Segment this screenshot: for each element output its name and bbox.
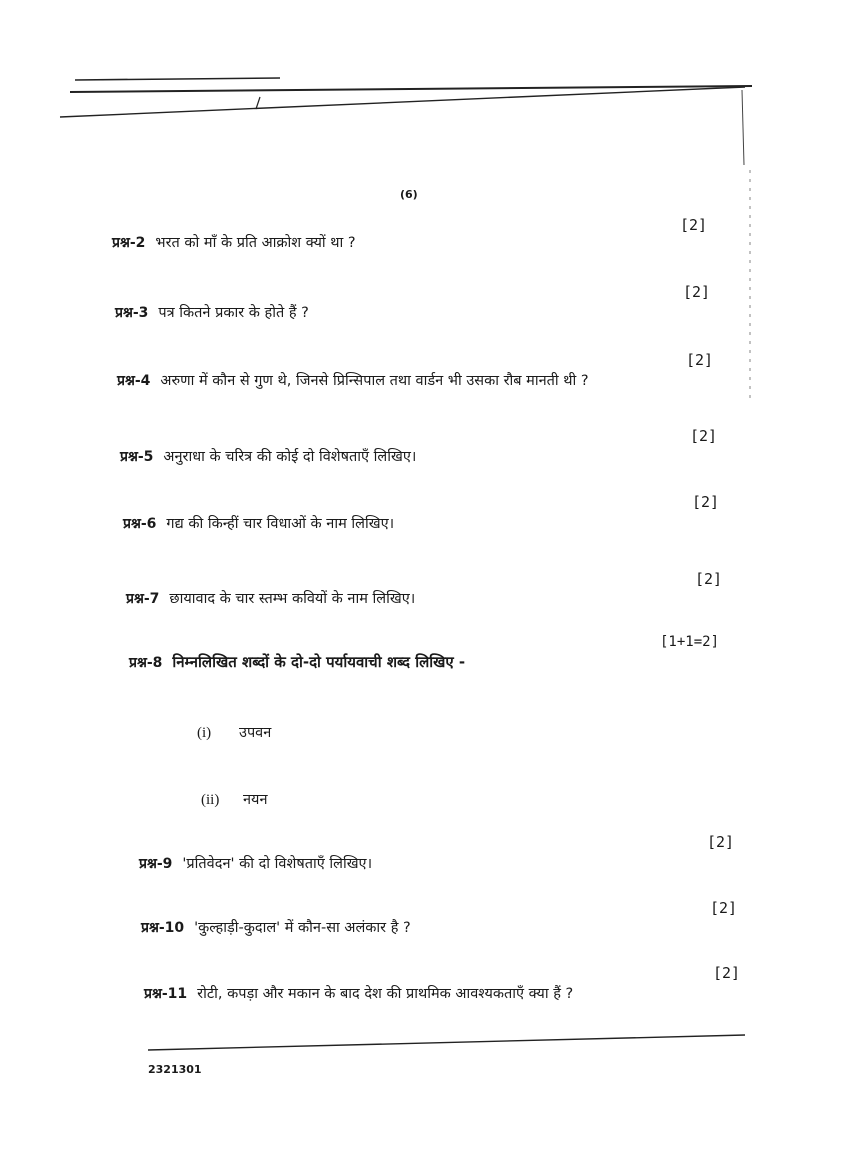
sub-item-number: (ii) (201, 792, 220, 808)
question-5 (120, 446, 416, 466)
question-3-marks: [2] (683, 283, 711, 301)
question-2-marks: [2] (680, 216, 708, 234)
question-text: अरुणा में कौन से गुण थे, जिनसे प्रिन्सिपाल तथा वार्डन भी उसका रौब मानती थी ? (160, 373, 589, 389)
question-2 (112, 232, 356, 252)
question-9 (139, 853, 372, 873)
question-text: गद्य की किन्हीं चार विधाओं के नाम लिखिए। (166, 516, 395, 532)
question-4-marks: [2] (686, 351, 714, 369)
question-label: प्रश्न-4 (117, 373, 151, 389)
question-text: छायावाद के चार स्तम्भ कवियों के नाम लिखिए। (169, 591, 416, 607)
question-11 (144, 983, 573, 1003)
question-6-marks: [2] (692, 493, 720, 511)
sub-item-text: उपवन (239, 725, 272, 741)
question-7-marks: [2] (695, 570, 723, 588)
question-text: 'कुल्हाड़ी-कुदाल' में कौन-सा अलंकार है ? (194, 920, 411, 936)
question-text: अनुराधा के चरित्र की कोई दो विशेषताएँ लिखिए। (163, 449, 417, 465)
question-text: 'प्रतिवेदन' की दो विशेषताएँ लिखिए। (182, 856, 373, 872)
question-label: प्रश्न-10 (141, 920, 185, 936)
question-7 (126, 588, 415, 608)
question-label: प्रश्न-8 (129, 655, 163, 671)
question-text: रोटी, कपड़ा और मकान के बाद देश की प्राथमिक आवश्यकताएँ क्या हैं ? (197, 986, 574, 1002)
question-label: प्रश्न-6 (123, 516, 157, 532)
sub-item-number: (i) (197, 725, 212, 741)
question-label: प्रश्न-9 (139, 856, 173, 872)
question-10-marks: [2] (710, 899, 738, 917)
question-label: प्रश्न-5 (120, 449, 154, 465)
question-text: निम्नलिखित शब्दों के दो-दो पर्यायवाची शब्द लिखिए - (172, 653, 466, 671)
question-9-marks: [2] (707, 833, 735, 851)
question-label: प्रश्न-2 (112, 235, 146, 251)
paper-code: 2321301 (148, 1063, 202, 1076)
question-5-marks: [2] (690, 427, 718, 445)
question-label: प्रश्न-7 (126, 591, 160, 607)
question-11-marks: [2] (713, 964, 741, 982)
question-4 (117, 370, 589, 390)
sub-item-i (197, 722, 271, 742)
question-3 (115, 302, 309, 322)
page-number: (6) (400, 188, 418, 201)
question-text: भरत को माँ के प्रति आक्रोश क्यों था ? (155, 235, 356, 251)
question-label: प्रश्न-3 (115, 305, 149, 321)
question-text: पत्र कितने प्रकार के होते हैं ? (158, 305, 309, 321)
question-6 (123, 513, 394, 533)
sub-item-ii (201, 789, 268, 809)
question-label: प्रश्न-11 (144, 986, 188, 1002)
sub-item-text: नयन (243, 792, 268, 808)
question-10 (141, 917, 411, 937)
question-8-marks: [1+1=2] (660, 634, 720, 650)
question-8 (129, 652, 465, 672)
